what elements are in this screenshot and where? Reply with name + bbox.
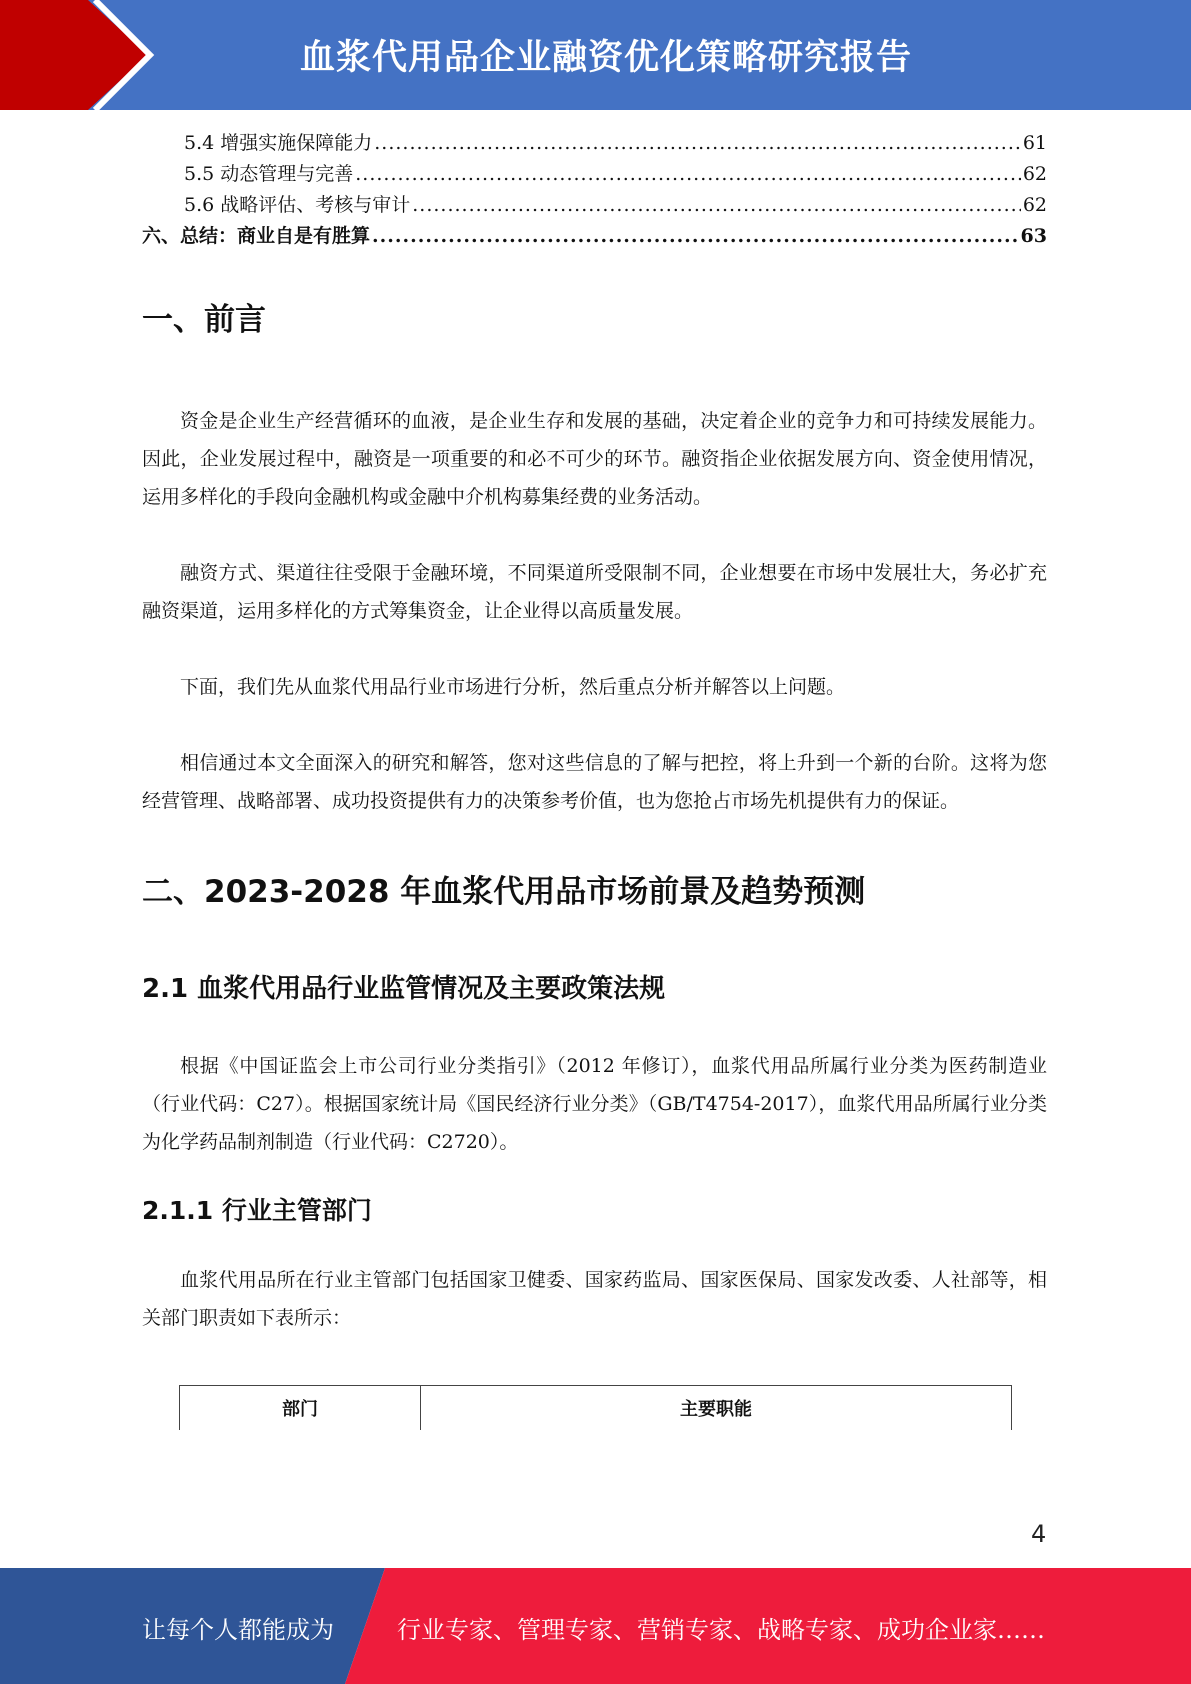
toc-entry-page: 62: [1022, 194, 1047, 216]
body-paragraph: 下面，我们先从血浆代用品行业市场进行分析，然后重点分析并解答以上问题。: [180, 676, 846, 698]
toc-entry[interactable]: [142, 190, 1047, 221]
page-footer: [0, 1568, 1191, 1684]
body-paragraph: 融资方式、渠道往往受限于金融环境，不同渠道所受限制不同，企业想要在市场中发展壮大，务必扩充融资渠道，运用多样化的方式筹集资金，让企业得以高质量发展。: [142, 562, 1047, 622]
toc-entry[interactable]: [142, 159, 1047, 190]
body-paragraph: 根据《中国证监会上市公司行业分类指引》（2012 年修订），血浆代用品所属行业分类为医药制造业（行业代码：C27）。根据国家统计局《国民经济行业分类》（GB/T4754-2017），血浆代用品所属行业分类为化学药品制剂制造（行业代码：C2720）。: [142, 1055, 1047, 1153]
toc-entry-label: 5.4 增强实施保障能力: [184, 132, 373, 154]
toc-leader-dots: [412, 194, 1021, 216]
subsection-heading-authorities: 2.1.1 行业主管部门: [142, 1196, 372, 1225]
toc-entry[interactable]: [142, 128, 1047, 159]
report-title: 血浆代用品企业融资优化策略研究报告: [300, 38, 913, 78]
table-of-contents: [142, 128, 1047, 252]
body-paragraph: 血浆代用品所在行业主管部门包括国家卫健委、国家药监局、国家医保局、国家发改委、人社部等，相关部门职责如下表所示：: [142, 1269, 1047, 1329]
section-heading-preface: 一、前言: [142, 302, 266, 338]
toc-entry-page: 62: [1022, 163, 1047, 185]
toc-entry-label: 5.5 动态管理与完善: [184, 163, 354, 185]
toc-entry-label: 六、总结：商业自是有胜算: [142, 225, 371, 247]
subsection-heading-regulation: 2.1 血浆代用品行业监管情况及主要政策法规: [142, 974, 666, 1004]
toc-entry[interactable]: [142, 221, 1047, 252]
document-body: [142, 290, 1047, 1337]
body-paragraph: 相信通过本文全面深入的研究和解答，您对这些信息的了解与把控，将上升到一个新的台阶。这将为您经营管理、战略部署、成功投资提供有力的决策参考价值，也为您抢占市场先机提供有力的保证。: [142, 752, 1047, 812]
footer-slogan-left: 让每个人都能成为: [142, 1616, 334, 1644]
toc-leader-dots: [372, 225, 1019, 247]
toc-entry-label: 5.6 战略评估、考核与审计: [184, 194, 411, 216]
departments-table: [179, 1385, 1012, 1430]
table-header-row: [180, 1386, 1012, 1431]
toc-leader-dots: [374, 132, 1021, 154]
toc-entry-page: 61: [1022, 132, 1047, 154]
body-paragraph: 资金是企业生产经营循环的血液，是企业生存和发展的基础，决定着企业的竞争力和可持续发展能力。因此，企业发展过程中，融资是一项重要的和必不可少的环节。融资指企业依据发展方向、资金使用情况，运用多样化的手段向金融机构或金融中介机构募集经费的业务活动。: [142, 410, 1047, 508]
page-header: [0, 0, 1191, 110]
section-heading-market-outlook: 二、2023-2028 年血浆代用品市场前景及趋势预测: [142, 874, 866, 910]
page-number: 4: [1031, 1520, 1047, 1548]
header-chevron-graphic: [0, 0, 160, 110]
toc-leader-dots: [355, 163, 1021, 185]
table-header-functions: 主要职能: [421, 1386, 1012, 1431]
footer-slogan-right: 行业专家、管理专家、营销专家、战略专家、成功企业家……: [397, 1616, 1045, 1644]
toc-entry-page: 63: [1020, 225, 1047, 247]
table-header-department: 部门: [180, 1386, 421, 1431]
